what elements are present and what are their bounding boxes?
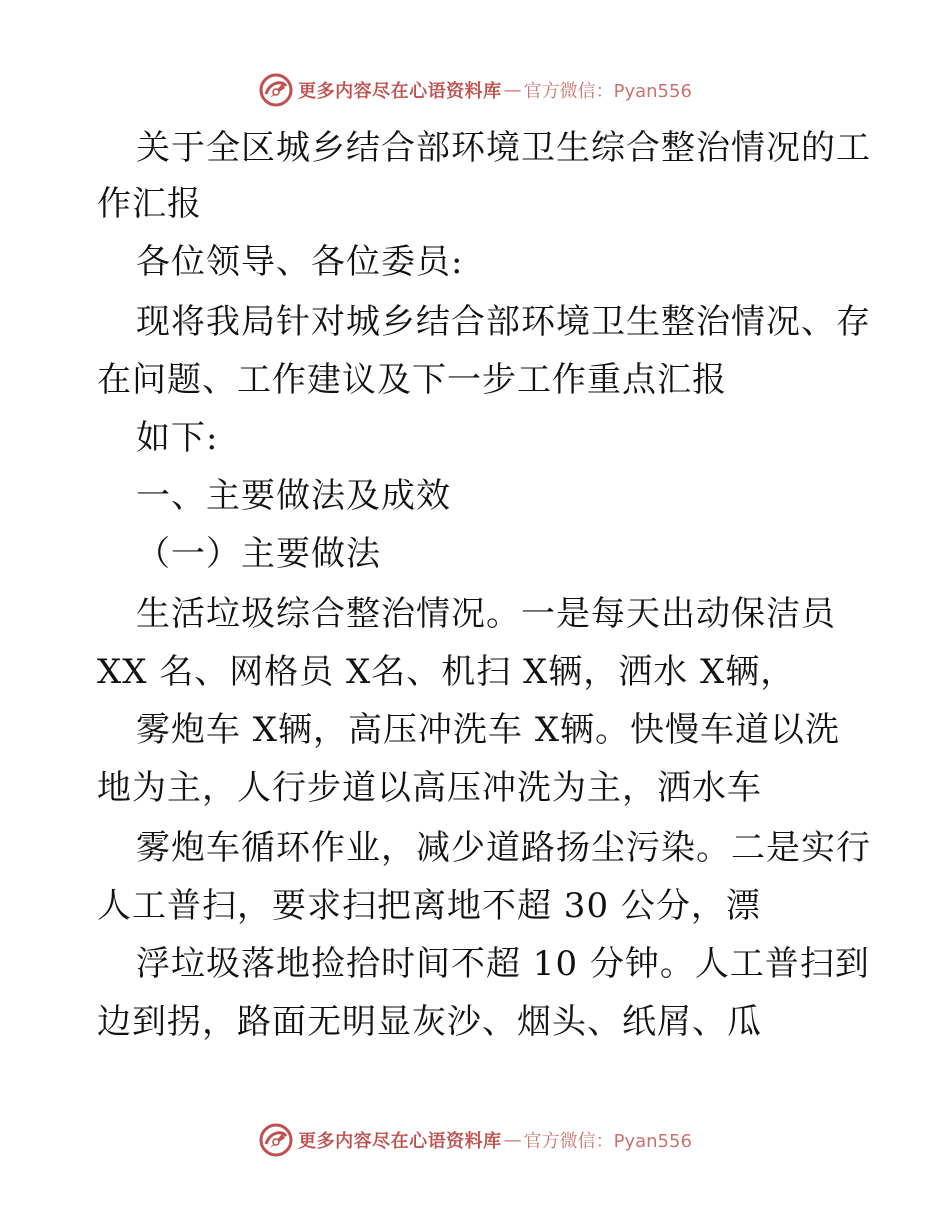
header-banner bbox=[0, 70, 950, 110]
banner-separator: — bbox=[503, 1129, 522, 1151]
title-line-2: 作汇报 bbox=[97, 184, 202, 224]
paragraph-line: 现将我局针对城乡结合部环境卫生整治情况、存 bbox=[136, 302, 871, 342]
footer-banner bbox=[0, 1120, 950, 1160]
red-swirl-logo-icon bbox=[258, 1122, 294, 1158]
paragraph-line: 浮垃圾落地捡拾时间不超 10 分钟。人工普扫到 bbox=[136, 944, 870, 984]
paragraph-line: 人工普扫，要求扫把离地不超 30 公分，漂 bbox=[97, 886, 761, 926]
section-heading: 一、主要做法及成效 bbox=[136, 476, 451, 516]
paragraph-line: 生活垃圾综合整治情况。一是每天出动保洁员 bbox=[136, 594, 836, 634]
paragraph-line: 雾炮车循环作业，减少道路扬尘污染。二是实行 bbox=[136, 828, 871, 868]
paragraph-line: 雾炮车 X辆，高压冲洗车 X辆。快慢车道以洗 bbox=[136, 710, 841, 750]
banner-site-text: 更多内容尽在心语资料库 bbox=[298, 1131, 502, 1152]
paragraph-line: 在问题、工作建议及下一步工作重点汇报 bbox=[97, 360, 727, 400]
banner-wechat-text: 官方微信：Pyan556 bbox=[523, 1131, 692, 1152]
title-line-1: 关于全区城乡结合部环境卫生综合整治情况的工 bbox=[136, 128, 871, 168]
paragraph-line: 如下: bbox=[136, 418, 219, 458]
paragraph-line: 地为主，人行步道以高压冲洗为主，洒水车 bbox=[97, 768, 762, 808]
banner-site-text: 更多内容尽在心语资料库 bbox=[298, 81, 502, 102]
subsection-heading: （一）主要做法 bbox=[136, 534, 381, 574]
red-swirl-logo-icon bbox=[258, 72, 294, 108]
paragraph-line: 边到拐，路面无明显灰沙、烟头、纸屑、瓜 bbox=[97, 1002, 762, 1042]
salutation: 各位领导、各位委员: bbox=[136, 242, 464, 282]
banner-wechat-text: 官方微信：Pyan556 bbox=[523, 81, 692, 102]
paragraph-line: XX 名、网格员 X名、机扫 X辆，洒水 X辆， bbox=[97, 652, 796, 692]
banner-separator: — bbox=[503, 79, 522, 101]
